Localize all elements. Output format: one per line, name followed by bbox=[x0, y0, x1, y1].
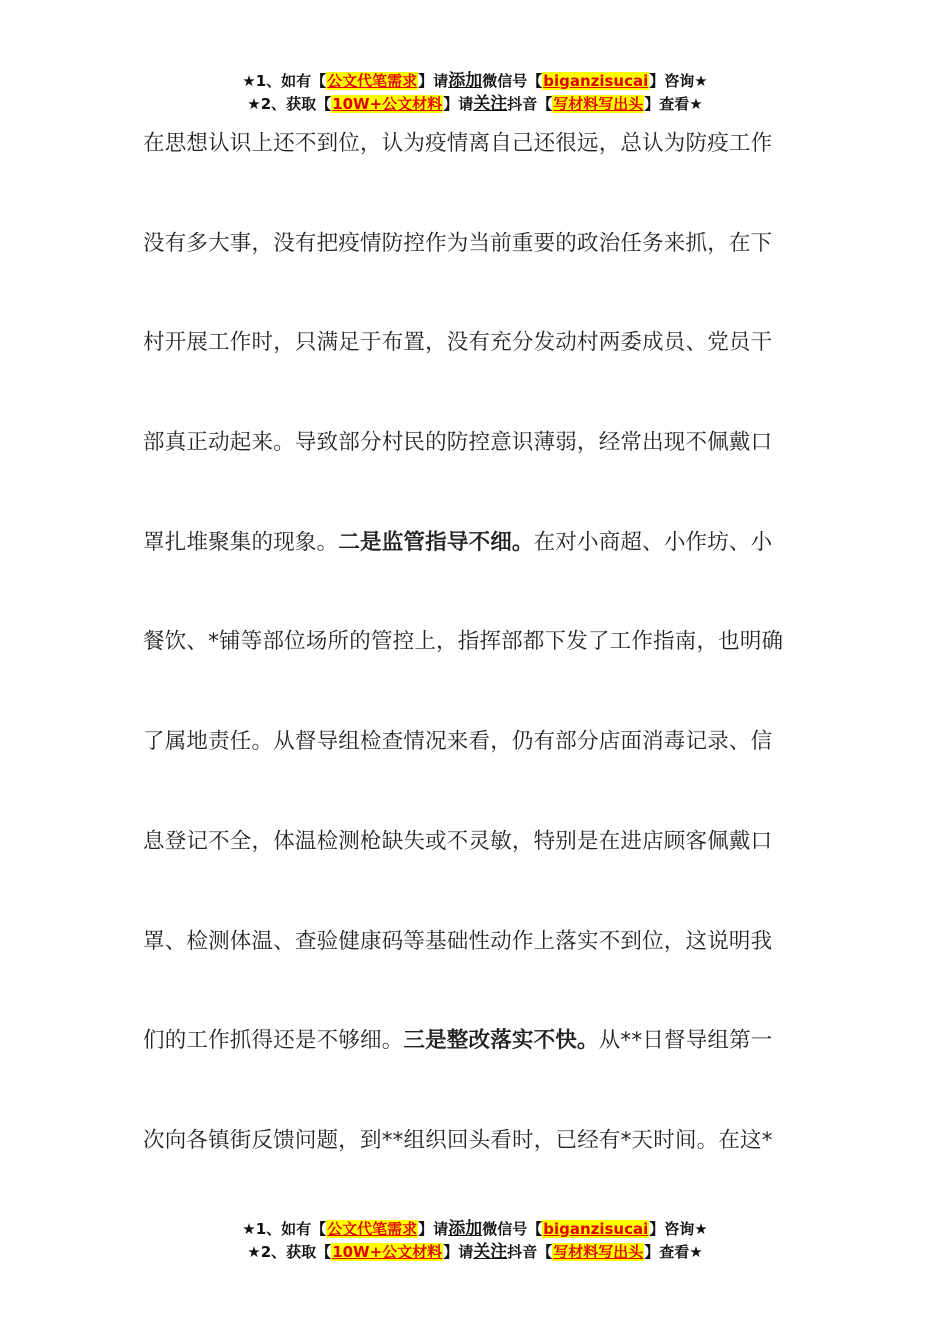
banner-text: ★2、获取【 bbox=[247, 95, 332, 113]
body-text: 们的工作抓得还是不够细。 bbox=[143, 1028, 404, 1054]
banner-emphasis: 关注 bbox=[473, 94, 508, 114]
banner-emphasis: 关注 bbox=[473, 1242, 508, 1262]
banner-text: ★2、获取【 bbox=[247, 1243, 332, 1261]
banner-highlight: 10W+公文材料 bbox=[332, 1243, 443, 1261]
banner-line-2 bbox=[0, 93, 950, 116]
body-line bbox=[143, 1021, 808, 1121]
body-text: 了属地责任。从督导组检查情况来看，仍有部分店面消毒记录、信 bbox=[143, 729, 773, 755]
banner-text: 】请 bbox=[418, 1220, 449, 1238]
body-line bbox=[143, 822, 808, 922]
body-text: 息登记不全，体温检测枪缺失或不灵敏，特别是在进店顾客佩戴口 bbox=[143, 828, 773, 854]
banner-text: 】请 bbox=[443, 95, 474, 113]
body-text: 罩扎堆聚集的现象。 bbox=[143, 529, 339, 555]
body-line bbox=[143, 1121, 808, 1221]
banner-text: 】查看★ bbox=[644, 95, 703, 113]
body-line bbox=[143, 423, 808, 523]
body-text: 在对小商超、小作坊、小 bbox=[533, 529, 773, 555]
banner-highlight: 公文代笔需求 bbox=[327, 72, 418, 90]
banner-highlight: 公文代笔需求 bbox=[327, 1220, 418, 1238]
footer-banner bbox=[0, 1218, 950, 1264]
banner-text: ★1、如有【 bbox=[242, 1220, 327, 1238]
body-text: 从**日督导组第一 bbox=[598, 1028, 773, 1054]
banner-text: 】查看★ bbox=[644, 1243, 703, 1261]
body-text: 次向各镇街反馈问题，到**组织回头看时，已经有*天时间。在这* bbox=[143, 1127, 773, 1153]
body-line bbox=[143, 722, 808, 822]
section-heading: 三是整改落实不快。 bbox=[403, 1028, 599, 1054]
body-line bbox=[143, 323, 808, 423]
banner-highlight: 写材料写出头 bbox=[553, 1243, 644, 1261]
banner-text: 抖音【 bbox=[507, 1243, 553, 1261]
banner-text: 】咨询★ bbox=[649, 72, 708, 90]
banner-text: ★1、如有【 bbox=[242, 72, 327, 90]
banner-text: 】请 bbox=[418, 72, 449, 90]
banner-text: 】请 bbox=[443, 1243, 474, 1261]
banner-highlight: 10W+公文材料 bbox=[332, 95, 443, 113]
banner-highlight: biganzisucai bbox=[543, 72, 649, 90]
body-text: 没有多大事，没有把疫情防控作为当前重要的政治任务来抓，在下 bbox=[143, 230, 773, 256]
body-line bbox=[143, 124, 808, 224]
body-text: 在思想认识上还不到位，认为疫情离自己还很远，总认为防疫工作 bbox=[143, 131, 773, 156]
body-text: 部真正动起来。导致部分村民的防控意识薄弱，经常出现不佩戴口 bbox=[143, 430, 773, 456]
body-line bbox=[143, 224, 808, 324]
banner-line-2 bbox=[0, 1241, 950, 1264]
banner-text: 抖音【 bbox=[507, 95, 553, 113]
banner-highlight: biganzisucai bbox=[543, 1220, 649, 1238]
banner-line-1 bbox=[0, 1218, 950, 1241]
header-banner bbox=[0, 70, 950, 116]
banner-text: 】咨询★ bbox=[649, 1220, 708, 1238]
body-line bbox=[143, 622, 808, 722]
banner-emphasis: 添加 bbox=[448, 1219, 483, 1239]
banner-text: 微信号【 bbox=[482, 72, 543, 90]
body-text: 餐饮、*铺等部位场所的管控上，指挥部都下发了工作指南，也明确 bbox=[143, 629, 784, 655]
body-text: 罩、检测体温、查验健康码等基础性动作上落实不到位，这说明我 bbox=[143, 928, 773, 954]
body-line bbox=[143, 922, 808, 1022]
banner-line-1 bbox=[0, 70, 950, 93]
banner-highlight: 写材料写出头 bbox=[553, 95, 644, 113]
banner-emphasis: 添加 bbox=[448, 71, 483, 91]
body-text: 村开展工作时，只满足于布置，没有充分发动村两委成员、党员干 bbox=[143, 330, 773, 356]
banner-text: 微信号【 bbox=[482, 1220, 543, 1238]
section-heading: 二是监管指导不细。 bbox=[338, 529, 534, 555]
document-body bbox=[143, 124, 808, 1221]
body-line bbox=[143, 523, 808, 623]
